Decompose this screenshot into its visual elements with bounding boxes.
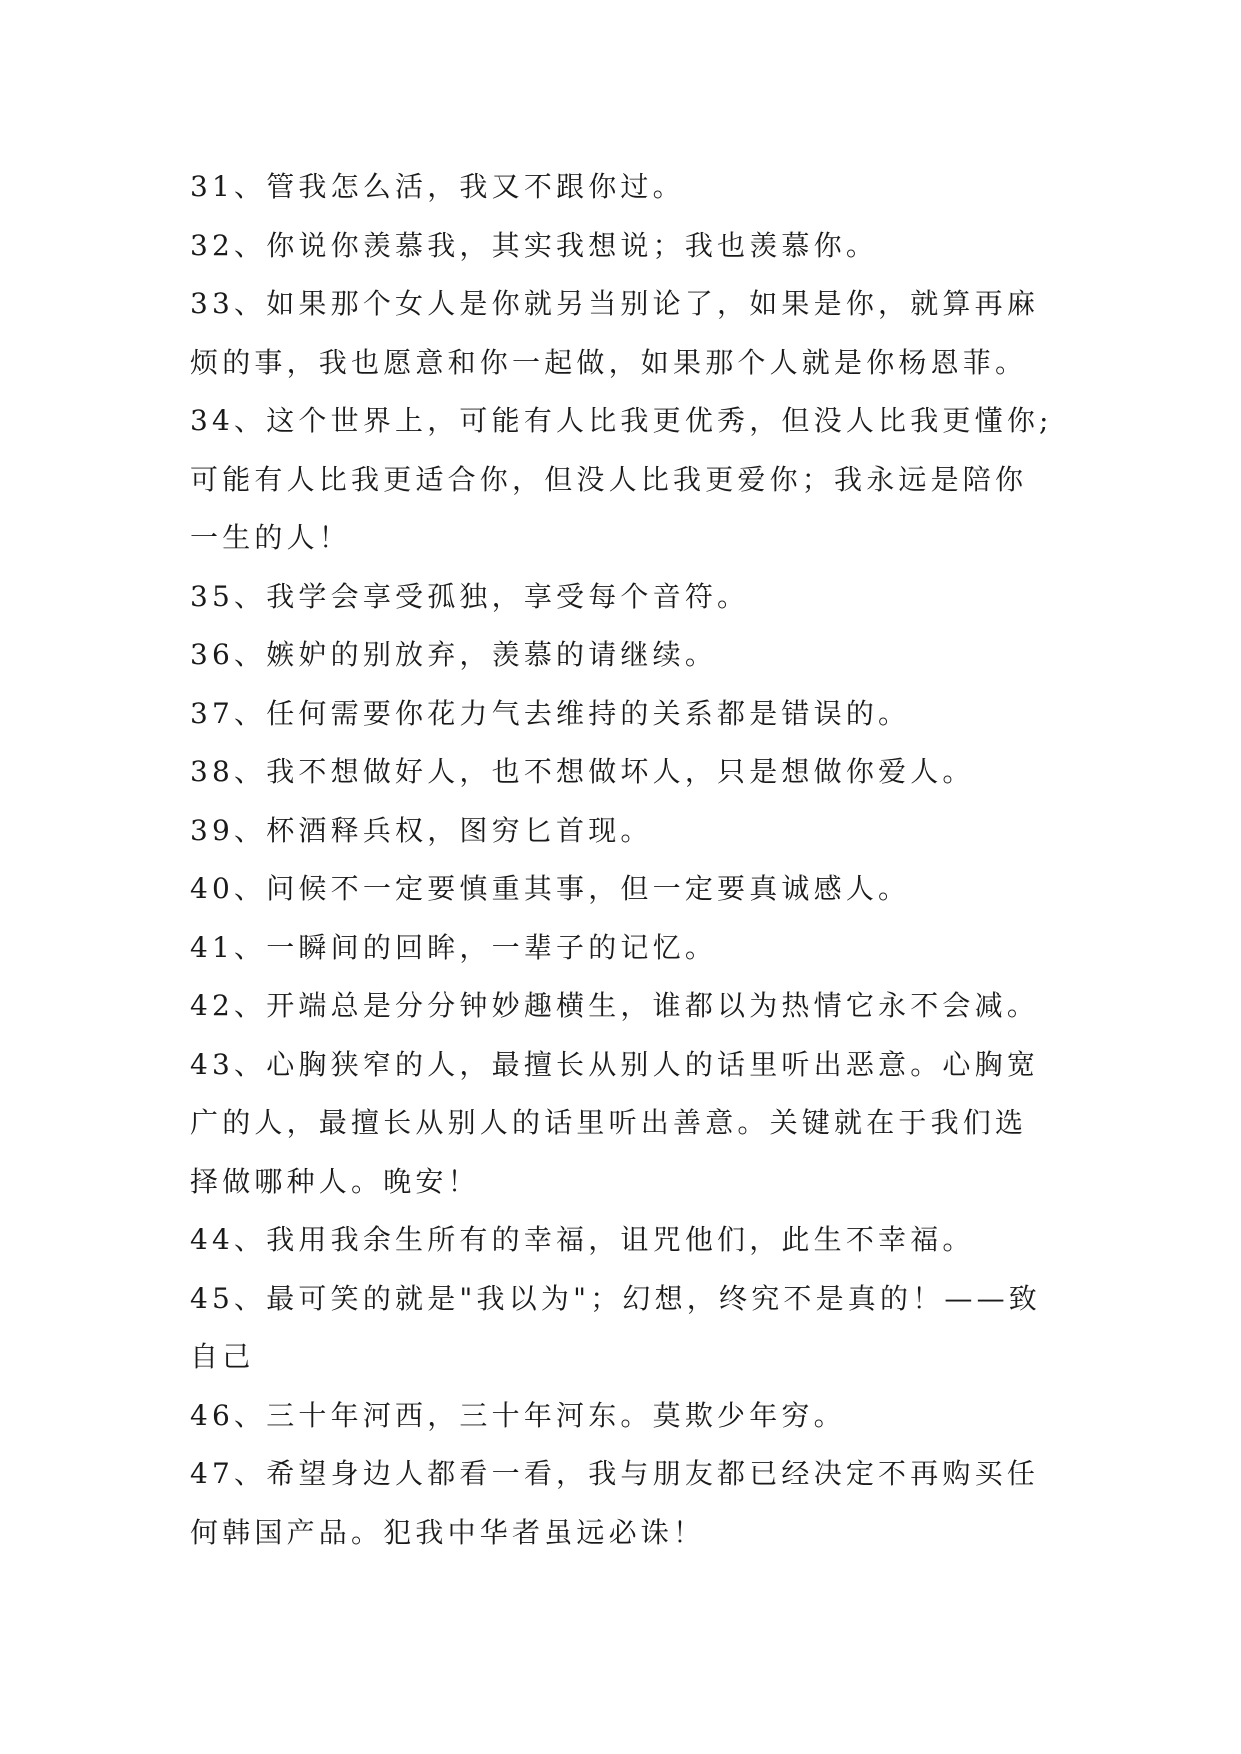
text-line: 47、希望身边人都看一看，我与朋友都已经决定不再购买任 xyxy=(190,1457,1040,1490)
text-line: 31、管我怎么活，我又不跟你过。 xyxy=(190,170,685,203)
text-line: 39、杯酒释兵权，图穷匕首现。 xyxy=(190,813,653,847)
text-line: 一生的人！ xyxy=(190,521,352,554)
text-line: 何韩国产品。犯我中华者虽远必诛！ xyxy=(190,1515,706,1549)
text-line: 42、开端总是分分钟妙趣横生，谁都以为热情它永不会减。 xyxy=(190,989,1040,1022)
text-line: 36、嫉妒的别放弃，羡慕的请继续。 xyxy=(190,638,718,671)
text-line: 33、如果那个女人是你就另当别论了，如果是你，就算再麻 xyxy=(190,287,1040,320)
text-line: 35、我学会享受孤独，享受每个音符。 xyxy=(190,579,750,613)
text-line: 烦的事，我也愿意和你一起做，如果那个人就是你杨恩菲。 xyxy=(190,345,1028,379)
text-line: 32、你说你羡慕我，其实我想说；我也羡慕你。 xyxy=(190,228,879,262)
text-line: 可能有人比我更适合你，但没人比我更爱你；我永远是陪你 xyxy=(190,462,1028,496)
text-line: 46、三十年河西，三十年河东。莫欺少年穷。 xyxy=(190,1398,846,1432)
text-line: 38、我不想做好人，也不想做坏人，只是想做你爱人。 xyxy=(190,755,975,788)
text-line: 择做哪种人。晚安！ xyxy=(190,1164,480,1198)
text-line: 44、我用我余生所有的幸福，诅咒他们，此生不幸福。 xyxy=(190,1223,975,1256)
text-line: 41、一瞬间的回眸，一辈子的记忆。 xyxy=(190,930,718,964)
text-line: 45、最可笑的就是"我以为"；幻想，终究不是真的！——致 xyxy=(190,1281,1041,1315)
text-line: 广的人，最擅长从别人的话里听出善意。关键就在于我们选 xyxy=(190,1106,1028,1139)
text-line: 40、问候不一定要慎重其事，但一定要真诚感人。 xyxy=(190,872,911,905)
text-line: 43、心胸狭窄的人，最擅长从别人的话里听出恶意。心胸宽 xyxy=(190,1047,1040,1081)
document-body xyxy=(190,158,1070,1562)
text-line: 37、任何需要你花力气去维持的关系都是错误的。 xyxy=(190,696,911,730)
text-line: 自己 xyxy=(190,1340,255,1373)
text-line: 34、这个世界上，可能有人比我更优秀，但没人比我更懂你; xyxy=(190,404,1053,437)
